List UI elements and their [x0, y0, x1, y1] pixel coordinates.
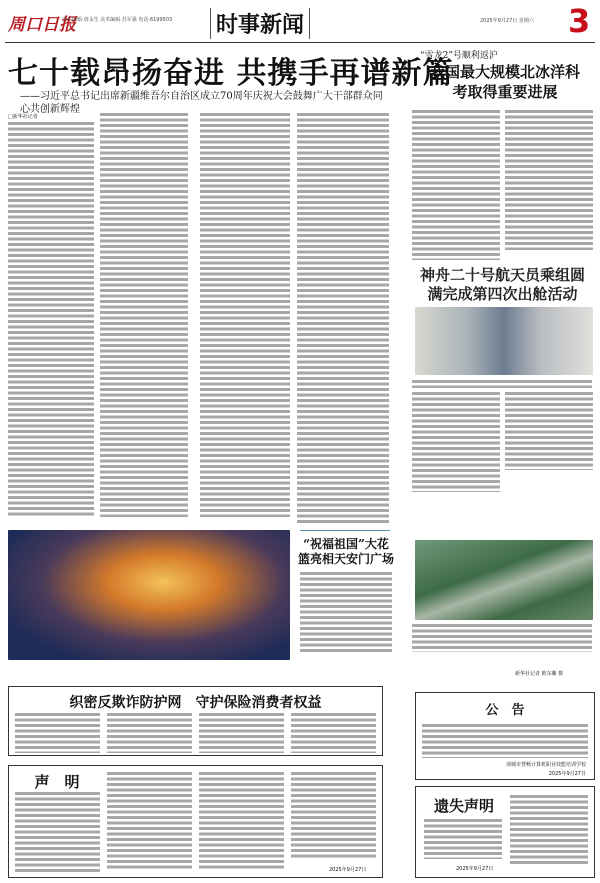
- notice-org: 项城市慧畅计算机职业技能培训学校: [505, 762, 586, 768]
- lead-byline: □新华社记者: [8, 114, 38, 120]
- statement-text-col3: [199, 772, 284, 870]
- divider: [300, 530, 390, 531]
- lead-text-col1: [8, 122, 94, 517]
- notice-title: 公 告: [485, 703, 525, 718]
- celebration-photo: [8, 530, 290, 660]
- statement-text-col2: [107, 772, 192, 870]
- lost-notice-box: [415, 786, 595, 878]
- lead-text-col3: [200, 113, 290, 517]
- section-title: 时事新闻: [210, 8, 310, 39]
- xuelong-text-col2: [505, 110, 593, 250]
- insurance-text-col1: [15, 713, 100, 753]
- shenzhou-headline[interactable]: 神舟二十号航天员乘组圆满完成第四次出舱活动: [419, 266, 585, 303]
- lost-text-col2: [510, 795, 588, 865]
- landscape-caption: [412, 624, 592, 652]
- shenzhou-text-col2: [505, 392, 593, 470]
- statement-date: 2025年9月27日: [329, 867, 367, 873]
- statement-text-col4: [291, 772, 376, 860]
- notice-box: [415, 692, 595, 780]
- insurance-text-col4: [291, 713, 376, 753]
- insurance-headline[interactable]: 织密反欺诈防护网 守护保险消费者权益: [69, 695, 322, 711]
- lead-text-col4: [297, 113, 389, 523]
- flower-text: [300, 572, 392, 654]
- notice-date: 2025年9月27日: [548, 771, 586, 777]
- header-rule: [5, 42, 595, 43]
- lost-title: 遗失声明: [433, 797, 494, 815]
- lead-headline[interactable]: 七十载昂扬奋进 共携手再谱新篇: [8, 56, 454, 91]
- photo-credit: 新华社记者 欧东衢 摄: [515, 671, 564, 677]
- lead-text-col2: [100, 113, 188, 517]
- notice-text: [422, 724, 588, 758]
- lost-date: 2025年9月27日: [456, 866, 494, 872]
- newspaper-logo: 周口日报: [8, 15, 76, 35]
- flower-headline[interactable]: “祝福祖国”大花篮亮相天安门广场: [298, 537, 395, 566]
- insurance-box: [8, 686, 383, 756]
- lost-text-col1: [424, 819, 502, 859]
- xuelong-text-col1: [412, 110, 500, 260]
- statement-title: 声 明: [34, 773, 80, 791]
- xuelong-kicker: “雪龙2”号顺利返沪: [420, 51, 498, 61]
- issue-date: 2025年9月27日 星期六: [480, 18, 534, 24]
- astronaut-photo: [415, 307, 593, 375]
- insurance-text-col2: [107, 713, 192, 753]
- photo-caption: [412, 380, 592, 388]
- lead-subhead: ——习近平总书记出席新疆维吾尔自治区成立70周年庆祝大会鼓舞广大干部群众同心共创新辉煌: [20, 91, 383, 115]
- insurance-text-col3: [199, 713, 284, 753]
- page-number: 3: [568, 2, 591, 40]
- statement-box: [8, 765, 383, 878]
- shenzhou-text-col1: [412, 392, 500, 492]
- statement-text-col1: [15, 792, 100, 872]
- editor-credits: 责任编辑·唐永生 美术编辑·苏军强 电话·6199503: [62, 17, 173, 23]
- xuelong-headline[interactable]: 我国最大规模北冰洋科考取得重要进展: [430, 63, 581, 101]
- landscape-photo: [415, 540, 593, 620]
